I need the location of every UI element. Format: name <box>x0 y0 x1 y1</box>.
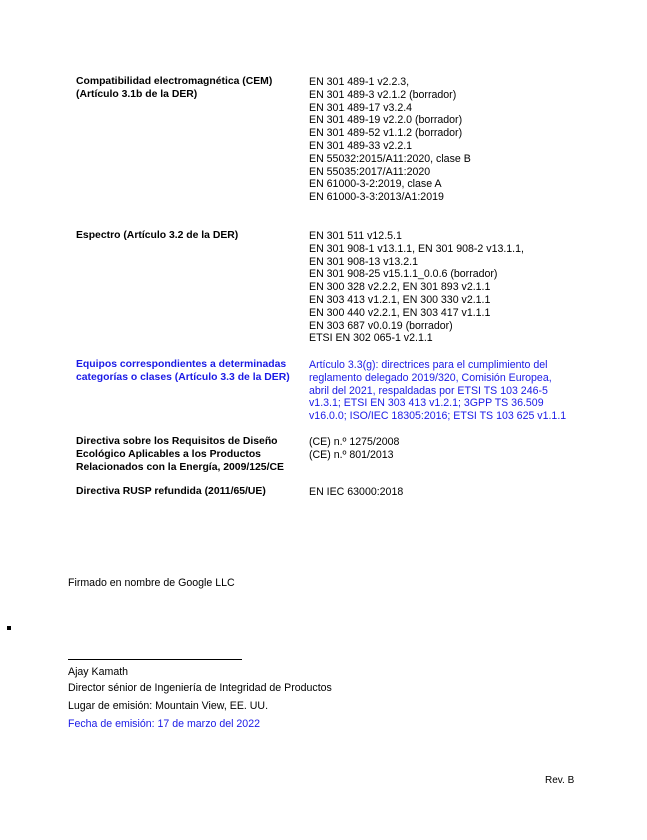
issue-date: Fecha de emisión: 17 de marzo del 2022 <box>68 718 260 730</box>
label-line: (Artículo 3.1b de la DER) <box>76 88 198 100</box>
value-line: (CE) n.º 1275/2008 <box>309 436 400 448</box>
label-line: categorías o clases (Artículo 3.3 de la DER) <box>76 371 290 383</box>
value-line: EN 300 440 v2.2.1, EN 303 417 v1.1.1 <box>309 306 491 319</box>
signatory-title: Director sénior de Ingeniería de Integridad de Productos <box>68 682 332 694</box>
value-line: EN 301 489-19 v2.2.0 (borrador) <box>309 114 463 127</box>
row-label <box>76 436 296 474</box>
label-line: Ecológico Aplicables a los Productos <box>76 448 261 460</box>
value-line: EN 301 908-13 v13.2.1 <box>309 255 418 268</box>
issue-place: Lugar de emisión: Mountain View, EE. UU. <box>68 700 269 712</box>
row-values <box>309 436 599 462</box>
value-line: EN 301 489-3 v2.1.2 (borrador) <box>309 88 457 101</box>
value-line: v16.0.0; ISO/IEC 18305:2016; ETSI TS 103 625 v1.1.1 <box>309 410 567 423</box>
signatory-name: Ajay Kamath <box>68 666 129 678</box>
label-line: Espectro (Artículo 3.2 de la DER) <box>76 230 239 241</box>
label-line: Relacionados con la Energía, 2009/125/CE <box>76 461 284 473</box>
value-line: EN 61000-3-3:2013/A1:2019 <box>309 191 444 204</box>
row-values <box>309 486 599 499</box>
label-line: Compatibilidad electromagnética (CEM) <box>76 76 273 87</box>
value-line: (CE) n.º 801/2013 <box>309 448 394 461</box>
value-line: EN 300 328 v2.2.2, EN 301 893 v2.1.1 <box>309 281 491 294</box>
label-line: Equipos correspondientes a determinadas <box>76 359 287 370</box>
signed-statement: Firmado en nombre de Google LLC <box>68 577 235 589</box>
row-label <box>76 359 301 385</box>
bullet-mark <box>7 626 11 630</box>
label-line: Directiva sobre los Requisitos de Diseño <box>76 436 278 447</box>
value-line: Artículo 3.3(g): directrices para el cumplimiento del <box>309 359 548 371</box>
value-line: EN 55032:2015/A11:2020, clase B <box>309 152 471 165</box>
signature-line <box>68 659 242 660</box>
value-line: EN 55035:2017/A11:2020 <box>309 165 431 178</box>
value-line: abril del 2021, respaldadas por ETSI TS 103 246-5 <box>309 384 548 397</box>
value-line: v1.3.1; ETSI EN 303 413 v1.2.1; 3GPP TS 36.509 <box>309 397 544 410</box>
value-line: EN 303 413 v1.2.1, EN 300 330 v2.1.1 <box>309 293 491 306</box>
value-line: EN 61000-3-2:2019, clase A <box>309 178 442 191</box>
value-line: EN 301 908-1 v13.1.1, EN 301 908-2 v13.1.1, <box>309 242 524 255</box>
row-values <box>309 76 599 204</box>
value-line: EN 301 489-33 v2.2.1 <box>309 139 413 152</box>
value-line: EN 303 687 v0.0.19 (borrador) <box>309 319 453 332</box>
row-values <box>309 230 599 345</box>
row-label <box>76 486 296 499</box>
value-line: EN 301 489-1 v2.2.3, <box>309 76 410 88</box>
value-line: EN IEC 63000:2018 <box>309 486 404 498</box>
value-line: EN 301 489-52 v1.1.2 (borrador) <box>309 127 463 140</box>
label-line: Directiva RUSP refundida (2011/65/UE) <box>76 486 266 497</box>
value-line: EN 301 511 v12.5.1 <box>309 230 402 242</box>
value-line: ETSI EN 302 065-1 v2.1.1 <box>309 332 433 345</box>
value-line: reglamento delegado 2019/320, Comisión Europea, <box>309 371 552 384</box>
value-line: EN 301 908-25 v15.1.1_0.0.6 (borrador) <box>309 268 498 281</box>
row-label <box>76 230 296 243</box>
value-line: EN 301 489-17 v3.2.4 <box>309 101 413 114</box>
row-values <box>309 359 599 423</box>
row-label <box>76 76 296 102</box>
revision-label: Rev. B <box>545 775 575 786</box>
